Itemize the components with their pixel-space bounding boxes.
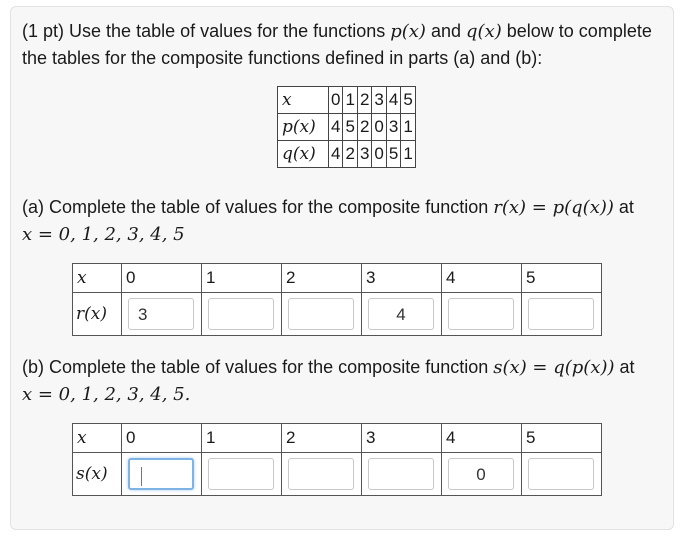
x-value: 4 bbox=[386, 87, 400, 114]
part-a-x-value: 4 bbox=[442, 264, 522, 293]
part-a-formula: r(x) = p(q(x)) bbox=[493, 197, 614, 218]
part-a-r-header: r(x) bbox=[73, 293, 122, 336]
p-value: 4 bbox=[329, 114, 343, 141]
part-b-x-value: 2 bbox=[282, 424, 362, 453]
r-answer-input-2[interactable] bbox=[288, 298, 354, 330]
part-a-answer-cell bbox=[282, 293, 362, 336]
part-a-x-value: 2 bbox=[282, 264, 362, 293]
q-value: 4 bbox=[329, 141, 343, 168]
s-answer-input-4[interactable]: 0 bbox=[448, 458, 514, 490]
p-value: 0 bbox=[372, 114, 386, 141]
part-a-prompt bbox=[22, 194, 667, 248]
q-row bbox=[278, 141, 416, 168]
part-b-prompt bbox=[22, 354, 667, 408]
part-b-x-value: 3 bbox=[362, 424, 442, 453]
part-b-at: at bbox=[619, 357, 635, 377]
points-label: (1 pt) bbox=[22, 21, 65, 41]
part-a-answer-cell bbox=[362, 293, 442, 336]
part-a-domain: x = 0, 1, 2, 3, 4, 5 bbox=[22, 224, 185, 245]
part-a-x-value: 5 bbox=[522, 264, 602, 293]
q-header: q(x) bbox=[278, 141, 329, 168]
part-b-answer-cell bbox=[442, 453, 522, 496]
part-a-x-value: 3 bbox=[362, 264, 442, 293]
x-value: 2 bbox=[357, 87, 371, 114]
text-cursor bbox=[141, 467, 142, 486]
part-b-x-value: 5 bbox=[522, 424, 602, 453]
r-answer-input-1[interactable] bbox=[208, 298, 274, 330]
part-b-domain: x = 0, 1, 2, 3, 4, 5. bbox=[22, 384, 191, 405]
part-a-answer-cell bbox=[122, 293, 202, 336]
problem-statement bbox=[22, 18, 662, 71]
x-value: 5 bbox=[401, 87, 415, 114]
r-answer-input-0[interactable]: 3 bbox=[128, 298, 194, 330]
part-b-answer-cell bbox=[122, 453, 202, 496]
x-value: 3 bbox=[372, 87, 386, 114]
x-header: x bbox=[278, 87, 329, 114]
part-b-text: (b) Complete the table of values for the composite function bbox=[22, 357, 489, 377]
problem-panel bbox=[10, 6, 674, 530]
and-word: and bbox=[430, 21, 462, 41]
part-a-x-header: x bbox=[73, 264, 122, 293]
q-value: 1 bbox=[401, 141, 415, 168]
s-answer-input-2[interactable] bbox=[288, 458, 354, 490]
given-values-table bbox=[277, 86, 416, 168]
part-b-answer-cell bbox=[202, 453, 282, 496]
part-a-text: (a) Complete the table of values for the composite function bbox=[22, 197, 489, 217]
part-a-table bbox=[72, 263, 602, 336]
q-value: 2 bbox=[343, 141, 357, 168]
s-answer-input-5[interactable] bbox=[528, 458, 594, 490]
x-row bbox=[278, 87, 416, 114]
q-function: q(x) bbox=[466, 21, 502, 42]
p-value: 3 bbox=[386, 114, 400, 141]
part-b-answer-cell bbox=[362, 453, 442, 496]
part-b-s-row bbox=[73, 453, 602, 496]
part-b-s-header: s(x) bbox=[73, 453, 122, 496]
part-b-answer-cell bbox=[282, 453, 362, 496]
part-b-table bbox=[72, 423, 602, 496]
p-header: p(x) bbox=[278, 114, 329, 141]
part-a-r-row bbox=[73, 293, 602, 336]
part-a-answer-cell bbox=[442, 293, 522, 336]
s-answer-input-1[interactable] bbox=[208, 458, 274, 490]
p-row bbox=[278, 114, 416, 141]
part-b-x-value: 4 bbox=[442, 424, 522, 453]
part-a-x-value: 0 bbox=[122, 264, 202, 293]
part-a-answer-cell bbox=[202, 293, 282, 336]
part-b-x-row bbox=[73, 424, 602, 453]
part-b-answer-cell bbox=[522, 453, 602, 496]
intro-text-b: below to complete the tables for the composite functions defined in parts (a) and (b): bbox=[22, 21, 652, 68]
s-answer-input-3[interactable] bbox=[368, 458, 434, 490]
x-value: 1 bbox=[343, 87, 357, 114]
p-value: 5 bbox=[343, 114, 357, 141]
p-function: p(x) bbox=[390, 21, 426, 42]
intro-text-a: Use the table of values for the functions bbox=[69, 21, 386, 41]
p-value: 2 bbox=[357, 114, 371, 141]
part-a-x-row bbox=[73, 264, 602, 293]
r-answer-input-4[interactable] bbox=[448, 298, 514, 330]
part-b-formula: s(x) = q(p(x)) bbox=[493, 357, 615, 378]
part-a-x-value: 1 bbox=[202, 264, 282, 293]
part-a-answer-cell bbox=[522, 293, 602, 336]
part-b-x-header: x bbox=[73, 424, 122, 453]
part-a-at: at bbox=[618, 197, 634, 217]
q-value: 0 bbox=[372, 141, 386, 168]
p-value: 1 bbox=[401, 114, 415, 141]
q-value: 5 bbox=[386, 141, 400, 168]
s-answer-input-0[interactable] bbox=[128, 458, 194, 490]
part-b-x-value: 0 bbox=[122, 424, 202, 453]
r-answer-input-3[interactable]: 4 bbox=[368, 298, 434, 330]
x-value: 0 bbox=[329, 87, 343, 114]
q-value: 3 bbox=[357, 141, 371, 168]
r-answer-input-5[interactable] bbox=[528, 298, 594, 330]
part-b-x-value: 1 bbox=[202, 424, 282, 453]
